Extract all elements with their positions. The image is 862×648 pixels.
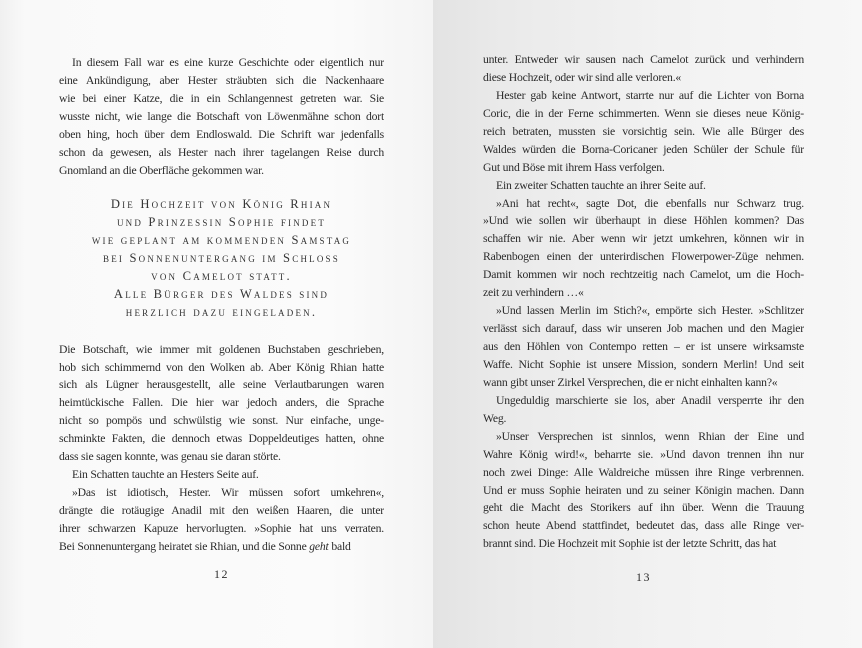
text-line: aus den Höhlen von Contempo retten – er ist unsere wirksamste — [483, 340, 804, 353]
text-line: Bei Sonnenuntergang heiratet sie Rhian, und die Sonne geht bald — [59, 539, 351, 553]
paragraph — [483, 428, 804, 554]
text-line: wann gibt unser Zirkel Versprechen, die er nicht einhalten kann?« — [483, 375, 778, 389]
paragraph — [59, 341, 384, 467]
text-line: drängte die rotäugige Anadil mit den weißen Haaren, die unter — [59, 504, 384, 517]
text-line: brannt sind. Die Hochzeit mit Sophie ist der letzte Schritt, das hat — [483, 537, 777, 551]
page-right — [433, 0, 862, 648]
paragraph — [483, 302, 804, 392]
text-line: oben hing, hoch über dem Endloswald. Die Schrift war jedenfalls — [59, 127, 384, 141]
text-line: wusste nicht, wie lange die Botschaft von Löwenmähne schon dort — [59, 109, 384, 123]
text-line: dass sie sagen konnte, was genau sie daran störte. — [59, 450, 281, 464]
text-line: nicht so pompös und schwülstig wie sonst. Nur einfache, unge- — [59, 414, 384, 428]
text-line: Waldes würden die Borna-Coricaner jeden Schüler der Schule für — [483, 142, 804, 156]
text-line: Rabenbogen einen der unterirdischen Flowerpower-Züge nehmen. — [483, 250, 804, 264]
text-line: geht die Macht des Storikers auf ihn über. Wenn die Trauung — [483, 501, 804, 515]
paragraph — [59, 54, 384, 180]
text-line: noch zwei Dinge: Alle Waldreiche müssen ihre Ringe verbrennen. — [483, 465, 804, 479]
text-line: Weg. — [483, 411, 507, 425]
text-line: Und er muss Sophie heiraten und zu seiner Königin machen. Dann — [483, 483, 804, 497]
text-line: bei Sonnenuntergang im Schloss — [103, 250, 340, 265]
text-line: herzlich dazu eingeladen. — [125, 304, 318, 319]
text-line: eine Ankündigung, aber Hester sträubten sich die Nackenhaare — [59, 73, 384, 87]
text-line: In diesem Fall war es eine kurze Geschichte oder eigentlich nur — [72, 56, 384, 69]
text-line: schon heute Abend stattfindet, bedeutet das, dass alle Ringe ver- — [483, 519, 804, 533]
text-line: Die Botschaft, wie immer mit goldenen Buchstaben geschrieben, — [59, 342, 384, 356]
paragraph — [59, 484, 384, 556]
text-line: »Und wie sollen wir überhaupt in diese Höhlen kommen? Das — [483, 214, 804, 228]
text-line: schon da gewesen, als Hester nach ihrer tagelangen Reise durch — [59, 145, 384, 159]
paragraph — [483, 51, 804, 87]
text-line: »Ani hat recht«, sagte Dot, die ebenfalls nur Schwarz trug. — [496, 196, 804, 210]
page-number-right: 13 — [636, 570, 651, 584]
text-line: hob sich schimmernd von den Wolken ab. Aber König Rhian hatte — [59, 360, 384, 374]
text-line: Die Hochzeit von König Rhian — [110, 196, 333, 211]
text-line: zeit zu verhindern …« — [483, 286, 584, 300]
wedding-announcement — [59, 195, 384, 321]
paragraph — [483, 177, 804, 195]
text-line: reich betraten, mussten sie vorsichtig sein. Wie alle Bürger des — [483, 124, 804, 138]
paragraph — [59, 466, 384, 484]
paragraph — [483, 87, 804, 177]
page-left-text-column — [59, 54, 384, 556]
text-line: ihrer schwarzen Kapuze hervorlugten. »Sophie hat uns verraten. — [59, 521, 384, 535]
paragraph — [483, 392, 804, 428]
text-line: schminkte Fakten, die dennoch etwas Doppeldeutiges hatten, ohne — [59, 432, 384, 446]
text-line: »Und lassen Merlin im Stich?«, empörte sich Hester. »Schlitzer — [496, 304, 804, 318]
text-line: von Camelot statt. — [151, 268, 292, 283]
text-line: heimtückische Fallen. Die hier war jedoch anders, die Sprache — [59, 396, 384, 410]
text-line: schaffen wir nie. Aber wenn wir jetzt umkehren, können wir in — [483, 232, 804, 246]
text-line: unter. Entweder wir sausen nach Camelot zurück und verhindern — [483, 53, 804, 66]
text-line: Ungeduldig marschierte sie los, aber Anadil versperrte ihr den — [496, 393, 804, 407]
text-line: Gnomland an die Oberfläche gekommen war. — [59, 163, 264, 177]
text-line: verlässt sich darauf, dass wir unseren Job machen und den Magier — [483, 322, 804, 336]
text-line: Ein zweiter Schatten tauchte an ihrer Seite auf. — [496, 178, 706, 192]
text-line: Wahre König wird!«, beharrte sie. »Und davon trennen ihn nur — [483, 447, 804, 461]
text-line: und Prinzessin Sophie findet — [116, 214, 327, 229]
paragraph — [483, 195, 804, 303]
text-line: »Das ist idiotisch, Hester. Wir müssen sofort umkehren«, — [72, 486, 384, 500]
text-line: Ein Schatten tauchte an Hesters Seite auf. — [72, 468, 259, 482]
text-line: Gut und Böse mit ihrem Hass verfolgen. — [483, 160, 665, 174]
text-line: sich als Lügner herausgestellt, alle seine Verlautbarungen waren — [59, 378, 384, 392]
page-number-left: 12 — [214, 567, 229, 581]
text-line: Hester gab keine Antwort, starrte nur auf die Lichter von Borna — [496, 88, 804, 102]
page-right-text-column — [483, 51, 804, 553]
text-line: Alle Bürger des Waldes sind — [113, 286, 330, 301]
text-line: »Unser Versprechen ist sinnlos, wenn Rhian der Eine und — [496, 429, 804, 443]
text-line: wie bei einer Katze, die in ein Schlangennest getreten war. Sie — [59, 91, 384, 105]
text-line: wie geplant am kommenden Samstag — [91, 232, 352, 247]
text-line: Coric, die in der Ferne schimmerten. Wenn sie dieses neue König- — [483, 106, 804, 120]
text-line: Waffe. Nicht Sophie ist unsere Mission, sondern Merlin! Und seit — [483, 357, 804, 371]
text-line: Damit kommen wir noch rechtzeitig nach Camelot, um die Hoch- — [483, 268, 804, 282]
text-line: diese Hochzeit, oder wir sind alle verloren.« — [483, 70, 682, 84]
